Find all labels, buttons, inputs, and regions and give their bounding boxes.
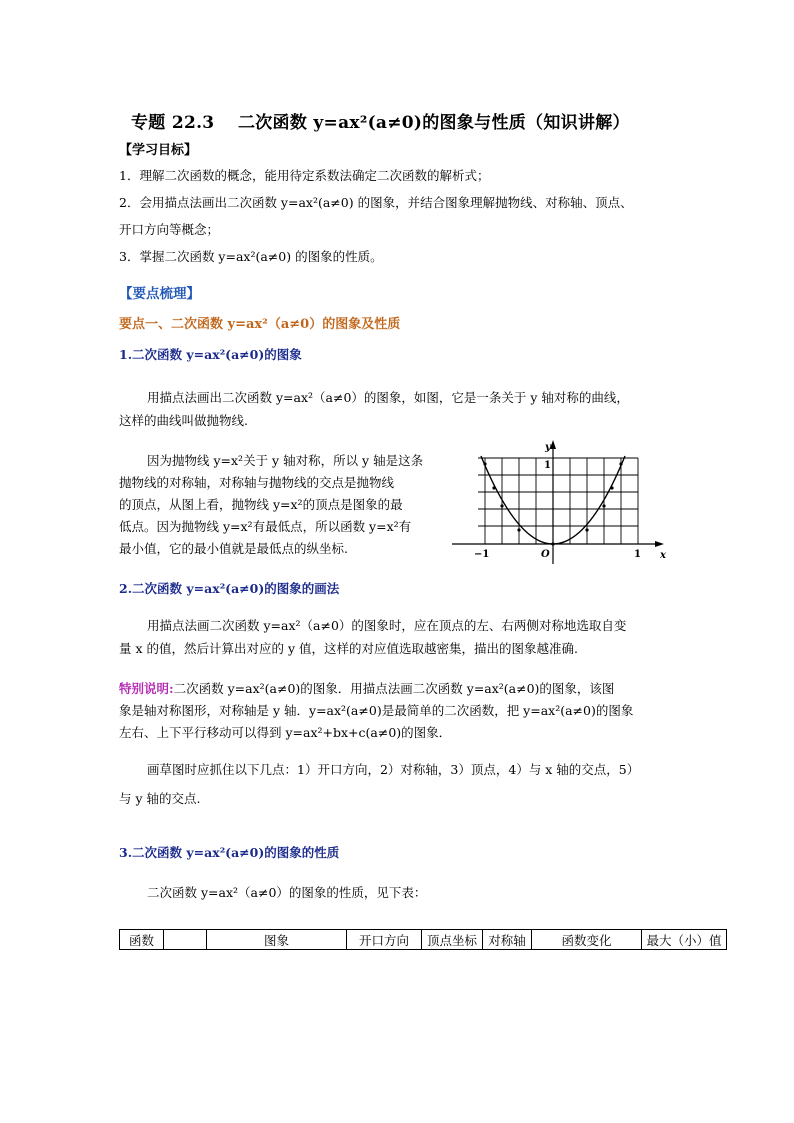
- sub2-para-line1: 用描点法画二次函数 y=ax²（a≠0）的图象时，应在顶点的左、右两侧对称地选取自变: [147, 618, 627, 633]
- sub1-para2-line2: 抛物线的对称轴，对称轴与抛物线的交点是抛物线: [119, 475, 395, 490]
- sub3-heading: 3.二次函数 y=ax²(a≠0)的图象的性质: [119, 845, 340, 860]
- sub1-para2-line3: 的顶点，从图上看，抛物线 y=x²的顶点是图象的最: [119, 497, 403, 512]
- special-note-line1: [119, 677, 614, 700]
- point1-heading: 要点一、二次函数 y=ax²（a≠0）的图象及性质: [119, 317, 401, 332]
- sub1-para1-line1: 用描点法画出二次函数 y=ax²（a≠0）的图象，如图，它是一条关于 y 轴对称的曲线，: [147, 390, 629, 405]
- x-axis-arrow: [655, 541, 664, 547]
- objective-item-3: 3．掌握二次函数 y=ax²(a≠0) 的图象的性质。: [119, 249, 383, 264]
- parabola-graph: [448, 436, 678, 568]
- sub1-heading: 1.二次函数 y=ax²(a≠0)的图象: [119, 347, 302, 362]
- x-axis-label: x: [660, 550, 666, 561]
- table-header-cell: 最大（小）值: [642, 930, 727, 950]
- objective-item-2-cont: 开口方向等概念；: [119, 222, 220, 237]
- sub1-para2-line5: 最小值，它的最小值就是最低点的纵坐标.: [119, 541, 348, 556]
- y-axis-label: y: [545, 442, 551, 453]
- page-title: 专题 22.3 二次函数 y=ax²(a≠0)的图象与性质（知识讲解）: [131, 113, 630, 133]
- sketch-points-line1: 画草图时应抓住以下几点：1）开口方向，2）对称轴，3）顶点，4）与 x 轴的交点，5）: [147, 762, 640, 777]
- special-note-text: 二次函数 y=ax²(a≠0)的图象．用描点法画二次函数 y=ax²(a≠0)的图象，该图: [173, 681, 615, 696]
- special-note-label: 特别说明:: [119, 681, 174, 696]
- objective-item-1: 1．理解二次函数的概念，能用待定系数法确定二次函数的解析式；: [119, 168, 490, 183]
- table-header-cell: 函数变化: [532, 930, 642, 950]
- sub2-para-line2: 量 x 的值，然后计算出对应的 y 值，这样的对应值选取越密集，描出的图象越准确.: [119, 641, 578, 656]
- table-header-cell: 顶点坐标: [422, 930, 483, 950]
- y-axis-arrow: [550, 440, 556, 449]
- sub3-intro: 二次函数 y=ax²（a≠0）的图象的性质，见下表：: [147, 885, 427, 900]
- table-header-cell: 图象: [207, 930, 347, 950]
- table-header-cell: 对称轴: [483, 930, 532, 950]
- summary-heading: 【要点梳理】: [119, 286, 200, 302]
- table-header-row: [120, 930, 727, 950]
- special-note-line3: 左右、上下平行移动可以得到 y=ax²+bx+c(a≠0)的图象．: [119, 725, 452, 740]
- objective-item-2: 2．会用描点法画出二次函数 y=ax²(a≠0) 的图象，并结合图象理解抛物线、对称轴、顶点、: [119, 195, 633, 210]
- sub1-para2-line1: 因为抛物线 y=x²关于 y 轴对称，所以 y 轴是这条: [147, 453, 424, 468]
- origin-label: O: [541, 549, 550, 560]
- sketch-points-line2: 与 y 轴的交点.: [119, 791, 201, 806]
- special-note-line2: 象是轴对称图形，对称轴是 y 轴．y=ax²(a≠0)是最简单的二次函数，把 y=ax²(a≠0)的图象: [119, 703, 634, 718]
- tick-label-pos1: 1: [634, 549, 641, 560]
- table-header-cell: 开口方向: [347, 930, 422, 950]
- tick-label-y1: 1: [544, 460, 551, 471]
- table-header-cell: 函数: [120, 930, 164, 950]
- sub1-para2-line4: 低点。因为抛物线 y=x²有最低点，所以函数 y=x²有: [119, 519, 412, 534]
- sub1-para1-line2: 这样的曲线叫做抛物线.: [119, 413, 248, 428]
- objectives-heading: 【学习目标】: [119, 143, 198, 158]
- properties-table: [119, 929, 727, 950]
- table-header-cell: [164, 930, 207, 950]
- sub2-heading: 2.二次函数 y=ax²(a≠0)的图象的画法: [119, 581, 340, 596]
- tick-label-neg1: −1: [474, 549, 490, 560]
